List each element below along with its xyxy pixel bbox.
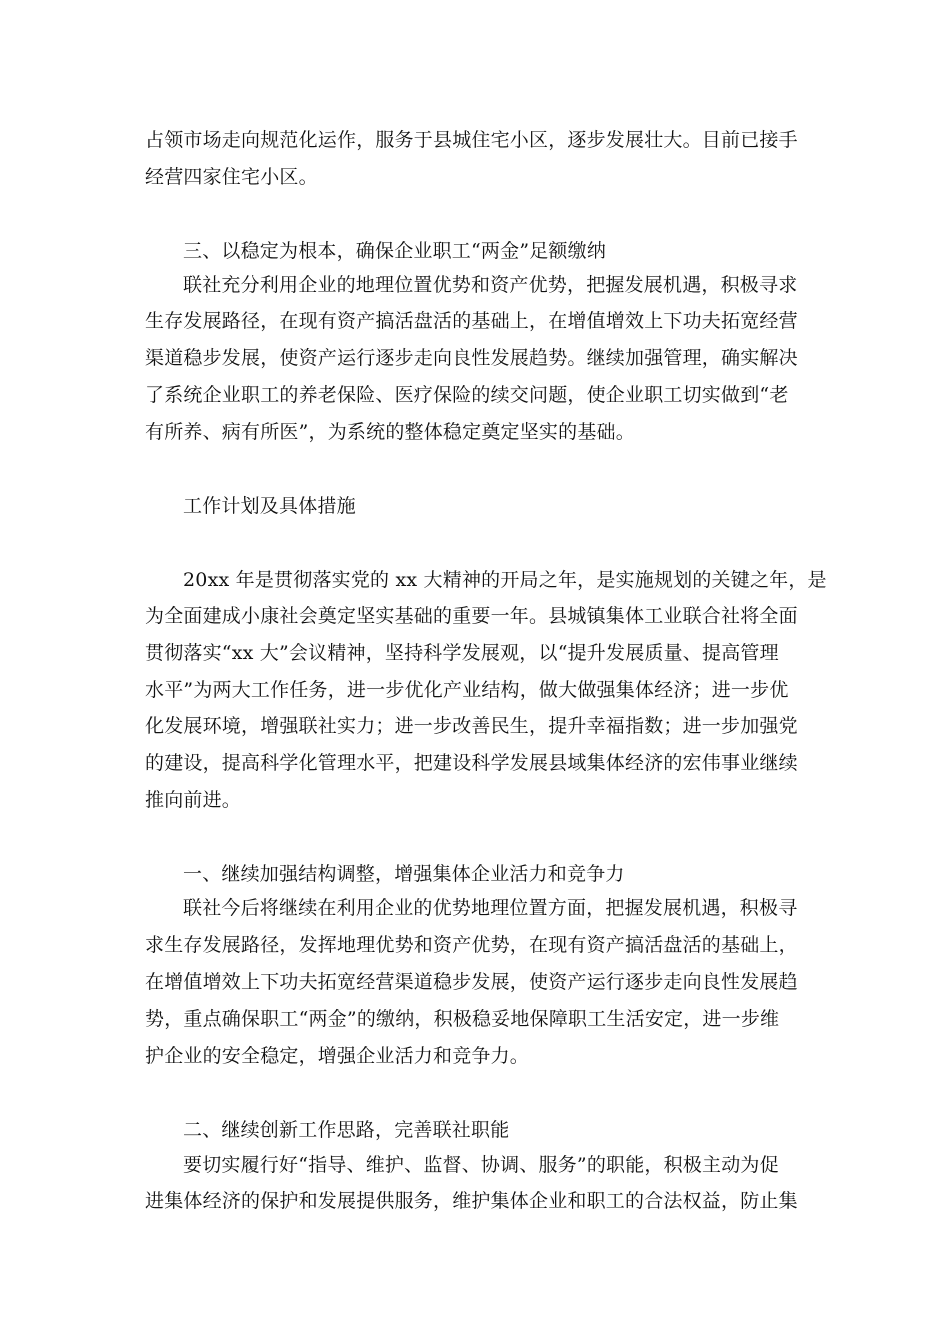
section-heading: 二、继续创新工作思路，完善联社职能 [183,1119,510,1141]
paragraph-line: 经营四家住宅小区。 [145,166,318,188]
paragraph-line: 推向前进。 [145,789,242,811]
paragraph-line: 在增值增效上下功夫拓宽经营渠道稳步发展，使资产运行逐步走向良性发展趋 [145,971,798,993]
paragraph-line: 要切实履行好“指导、维护、监督、协调、服务”的职能，积极主动为促 [183,1154,779,1176]
paragraph-line: 联社充分利用企业的地理位置优势和资产优势，把握发展机遇，积极寻求 [183,274,798,296]
section-heading: 三、以稳定为根本，确保企业职工“两金”足额缴纳 [183,240,607,262]
paragraph-line: 渠道稳步发展，使资产运行逐步走向良性发展趋势。继续加强管理，确实解决 [145,347,798,369]
paragraph-line: 20xx 年是贯彻落实党的 xx 大精神的开局之年，是实施规划的关键之年，是 [183,569,827,591]
paragraph-line: 联社今后将继续在利用企业的优势地理位置方面，把握发展机遇，积极寻 [183,897,798,919]
paragraph-line: 贯彻落实“xx 大”会议精神，坚持科学发展观，以“提升发展质量、提高管理 [145,642,779,664]
paragraph-line: 护企业的安全稳定，增强企业活力和竞争力。 [145,1045,530,1067]
paragraph-line: 有所养、病有所医”，为系统的整体稳定奠定坚实的基础。 [145,421,635,443]
paragraph-line: 占领市场走向规范化运作，服务于县城住宅小区，逐步发展壮大。目前已接手 [145,129,798,151]
paragraph-line: 水平”为两大工作任务，进一步优化产业结构，做大做强集体经济；进一步优 [145,679,789,701]
paragraph-line: 进集体经济的保护和发展提供服务，维护集体企业和职工的合法权益，防止集 [145,1190,798,1212]
paragraph-line: 势，重点确保职工“两金”的缴纳，积极稳妥地保障职工生活安定，进一步维 [145,1008,780,1030]
paragraph-line: 的建设，提高科学化管理水平，把建设科学发展县域集体经济的宏伟事业继续 [145,752,798,774]
paragraph-line: 为全面建成小康社会奠定坚实基础的重要一年。县城镇集体工业联合社将全面 [145,605,798,627]
paragraph-line: 求生存发展路径，发挥地理优势和资产优势，在现有资产搞活盘活的基础上， [145,934,798,956]
section-heading: 一、继续加强结构调整，增强集体企业活力和竞争力 [183,863,625,885]
paragraph-line: 生存发展路径，在现有资产搞活盘活的基础上，在增值增效上下功夫拓宽经营 [145,310,798,332]
paragraph-line: 化发展环境，增强联社实力；进一步改善民生，提升幸福指数；进一步加强党 [145,715,798,737]
paragraph-line: 了系统企业职工的养老保险、医疗保险的续交问题，使企业职工切实做到“老 [145,384,789,406]
section-heading: 工作计划及具体措施 [183,495,356,517]
